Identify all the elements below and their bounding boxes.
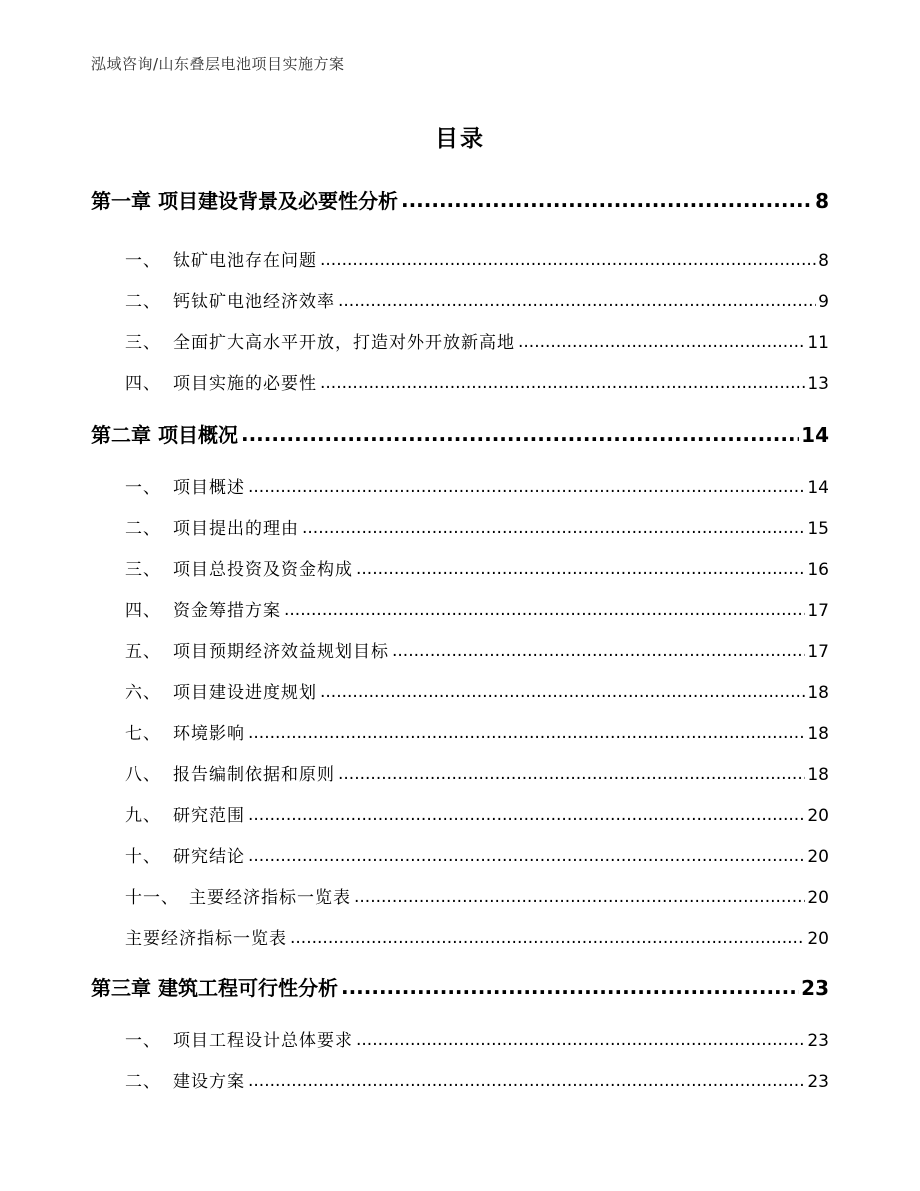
section-title: 报告编制依据和原则 — [173, 765, 335, 785]
page-number: 18 — [807, 724, 829, 744]
section-title: 全面扩大高水平开放，打造对外开放新高地 — [173, 333, 515, 353]
toc-section[interactable] — [125, 801, 829, 825]
toc-section[interactable] — [125, 760, 829, 784]
toc-title: 目录 — [435, 126, 485, 152]
toc-section[interactable] — [125, 246, 829, 270]
dot-leader — [302, 518, 805, 538]
section-title: 项目提出的理由 — [173, 519, 299, 539]
page-number: 17 — [807, 601, 829, 621]
section-number: 一、 — [125, 1031, 161, 1051]
dot-leader — [284, 600, 805, 620]
section-title: 项目建设进度规划 — [173, 683, 317, 703]
toc-chapter-1[interactable] — [91, 185, 829, 211]
dot-leader — [338, 291, 816, 311]
section-title: 资金筹措方案 — [173, 601, 281, 621]
dot-leader — [248, 477, 805, 497]
dot-leader — [320, 373, 805, 393]
section-number: 二、 — [125, 1072, 161, 1092]
section-number: 四、 — [125, 374, 161, 394]
section-number: 四、 — [125, 601, 161, 621]
page-number: 18 — [807, 683, 829, 703]
section-title: 研究范围 — [173, 806, 245, 826]
toc-section[interactable] — [125, 555, 829, 579]
section-title: 项目工程设计总体要求 — [173, 1031, 353, 1051]
page-number: 17 — [807, 642, 829, 662]
section-number: 十一、 — [125, 888, 179, 908]
toc-chapter-3[interactable] — [91, 972, 829, 998]
section-number: 二、 — [125, 292, 161, 312]
running-header: 泓域咨询/山东叠层电池项目实施方案 — [91, 55, 345, 73]
dot-leader — [338, 764, 805, 784]
section-number: 一、 — [125, 478, 161, 498]
chapter-title: 第一章 项目建设背景及必要性分析 — [91, 189, 398, 213]
page-number: 9 — [818, 292, 829, 312]
toc-chapter-2[interactable] — [91, 419, 829, 445]
section-title: 主要经济指标一览表 — [125, 929, 287, 949]
page-number: 13 — [807, 374, 829, 394]
section-number: 七、 — [125, 724, 161, 744]
section-title: 钙钛矿电池经济效率 — [173, 292, 335, 312]
section-title: 项目实施的必要性 — [173, 374, 317, 394]
page-number: 18 — [807, 765, 829, 785]
page-number: 20 — [807, 847, 829, 867]
toc-section[interactable] — [125, 514, 829, 538]
toc-section[interactable] — [125, 637, 829, 661]
chapter-title: 第二章 项目概况 — [91, 423, 238, 447]
toc-section[interactable] — [125, 369, 829, 393]
page-number: 14 — [801, 423, 829, 447]
page-number: 16 — [807, 560, 829, 580]
toc-section[interactable] — [125, 473, 829, 497]
page-number: 8 — [815, 189, 829, 213]
dot-leader — [320, 250, 816, 270]
dot-leader — [354, 887, 805, 907]
section-number: 八、 — [125, 765, 161, 785]
dot-leader — [341, 975, 799, 999]
dot-leader — [518, 332, 805, 352]
page-number: 20 — [807, 806, 829, 826]
toc-section[interactable] — [125, 883, 829, 907]
toc-section[interactable] — [125, 924, 829, 948]
toc-section[interactable] — [125, 287, 829, 311]
page-number: 8 — [818, 251, 829, 271]
page-number: 23 — [807, 1072, 829, 1092]
section-number: 三、 — [125, 560, 161, 580]
section-title: 研究结论 — [173, 847, 245, 867]
toc-section[interactable] — [125, 842, 829, 866]
toc-section[interactable] — [125, 328, 829, 352]
toc-section[interactable] — [125, 1026, 829, 1050]
section-title: 项目预期经济效益规划目标 — [173, 642, 389, 662]
page-number: 23 — [807, 1031, 829, 1051]
page-number: 20 — [807, 888, 829, 908]
page-number: 20 — [807, 929, 829, 949]
toc-section[interactable] — [125, 1067, 829, 1091]
section-number: 二、 — [125, 519, 161, 539]
dot-leader — [356, 559, 805, 579]
toc-section[interactable] — [125, 719, 829, 743]
section-title: 项目概述 — [173, 478, 245, 498]
toc-section[interactable] — [125, 678, 829, 702]
section-number: 九、 — [125, 806, 161, 826]
section-number: 三、 — [125, 333, 161, 353]
dot-leader — [241, 422, 799, 446]
section-number: 五、 — [125, 642, 161, 662]
dot-leader — [248, 723, 805, 743]
section-title: 环境影响 — [173, 724, 245, 744]
dot-leader — [248, 1071, 805, 1091]
page-number: 11 — [807, 333, 829, 353]
page-number: 23 — [801, 976, 829, 1000]
dot-leader — [248, 805, 805, 825]
section-number: 一、 — [125, 251, 161, 271]
section-number: 十、 — [125, 847, 161, 867]
chapter-title: 第三章 建筑工程可行性分析 — [91, 976, 338, 1000]
dot-leader — [320, 682, 805, 702]
page-number: 15 — [807, 519, 829, 539]
page-number: 14 — [807, 478, 829, 498]
section-title: 钛矿电池存在问题 — [173, 251, 317, 271]
section-title: 建设方案 — [173, 1072, 245, 1092]
section-title: 主要经济指标一览表 — [189, 888, 351, 908]
dot-leader — [356, 1030, 805, 1050]
dot-leader — [248, 846, 805, 866]
dot-leader — [290, 928, 805, 948]
toc-section[interactable] — [125, 596, 829, 620]
section-title: 项目总投资及资金构成 — [173, 560, 353, 580]
dot-leader — [401, 188, 813, 212]
dot-leader — [392, 641, 805, 661]
section-number: 六、 — [125, 683, 161, 703]
